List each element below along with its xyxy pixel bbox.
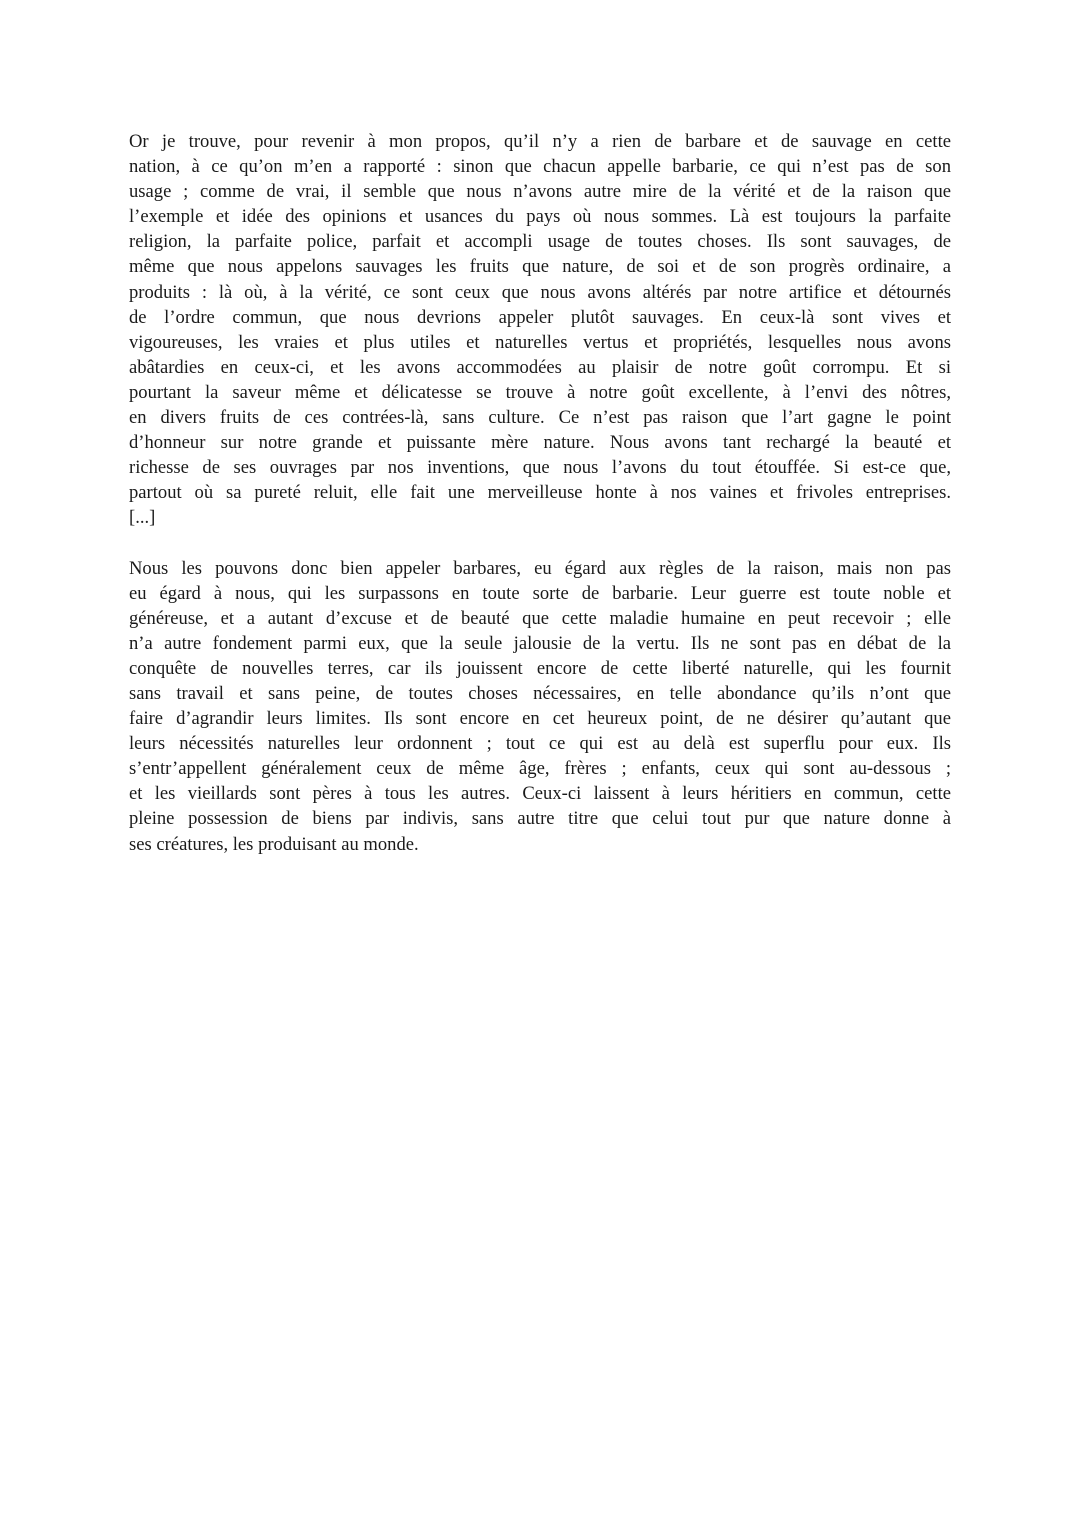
paragraph-line: pourtant la saveur même et délicatesse se trouve à notre goût excellente, à l’envi des nôtres,	[129, 381, 951, 403]
paragraph-line: Or je trouve, pour revenir à mon propos, qu’il n’y a rien de barbare et de sauvage en cette	[129, 131, 951, 152]
paragraph-line: richesse de ses ouvrages par nos inventions, que nous l’avons du tout étouffée. Si est-ce que,	[129, 457, 951, 479]
paragraph-line: Nous les pouvons donc bien appeler barbares, eu égard aux règles de la raison, mais non pas	[129, 557, 951, 579]
paragraph-line: abâtardies en ceux-ci, et les avons accommodées au plaisir de notre goût corrompu. Et si	[129, 356, 951, 378]
paragraph-line: usage ; comme de vrai, il semble que nous n’avons autre mire de la vérité et de la raison que	[129, 181, 951, 203]
paragraph-line: même que nous appelons sauvages les fruits que nature, de soi et de son progrès ordinaire, a	[129, 256, 951, 278]
paragraph-line: eu égard à nous, qui les surpassons en toute sorte de barbarie. Leur guerre est toute noble et	[129, 582, 951, 604]
paragraph-line: l’exemple et idée des opinions et usances du pays où nous sommes. Là est toujours la parfaite	[129, 206, 951, 228]
paragraph-line: généreuse, et a autant d’excuse et de beauté que cette maladie humaine en peut recevoir ; elle	[129, 607, 951, 629]
paragraph-line: religion, la parfaite police, parfait et accompli usage de toutes choses. Ils sont sauvages, de	[129, 231, 951, 253]
paragraph-line: nation, à ce qu’on m’en a rapporté : sinon que chacun appelle barbarie, ce qui n’est pas de son	[129, 156, 951, 178]
paragraph-line: leurs nécessités naturelles leur ordonnent ; tout ce qui est au delà est superflu pour eux. Ils	[129, 733, 951, 755]
paragraph-line: vigoureuses, les vraies et plus utiles et naturelles vertus et propriétés, lesquelles nous avons	[129, 331, 951, 353]
paragraph-line: n’a autre fondement parmi eux, que la seule jalousie de la vertu. Ils ne sont pas en débat de la	[129, 632, 951, 654]
paragraph-line: produits : là où, à la vérité, ce sont ceux que nous avons altérés par notre artifice et détournés	[129, 281, 951, 303]
paragraph-line: [...]	[129, 507, 156, 529]
paragraph-line: conquête de nouvelles terres, car ils jouissent encore de cette liberté naturelle, qui les fournit	[129, 657, 951, 679]
paragraph-line: s’entr’appellent généralement ceux de même âge, frères ; enfants, ceux qui sont au-dessous ;	[129, 758, 951, 780]
paragraph-gap	[129, 531, 951, 556]
paragraph-2	[129, 556, 951, 857]
paragraph-line: sans travail et sans peine, de toutes choses nécessaires, en telle abondance qu’ils n’ont que	[129, 682, 951, 704]
paragraph-line: faire d’agrandir leurs limites. Ils sont encore en cet heureux point, de ne désirer qu’autant que	[129, 708, 951, 730]
document-body	[129, 129, 951, 857]
paragraph-line: et les vieillards sont pères à tous les autres. Ceux-ci laissent à leurs héritiers en commun, cette	[129, 783, 951, 805]
paragraph-1	[129, 129, 951, 531]
paragraph-line: d’honneur sur notre grande et puissante mère nature. Nous avons tant rechargé la beauté et	[129, 432, 951, 454]
paragraph-line: en divers fruits de ces contrées-là, sans culture. Ce n’est pas raison que l’art gagne le point	[129, 407, 951, 429]
paragraph-line: partout où sa pureté reluit, elle fait une merveilleuse honte à nos vaines et frivoles entreprises.	[129, 482, 951, 504]
paragraph-line: pleine possession de biens par indivis, sans autre titre que celui tout pur que nature donne à	[129, 808, 951, 830]
paragraph-line: ses créatures, les produisant au monde.	[129, 833, 419, 855]
paragraph-line: de l’ordre commun, que nous devrions appeler plutôt sauvages. En ceux-là sont vives et	[129, 306, 951, 328]
